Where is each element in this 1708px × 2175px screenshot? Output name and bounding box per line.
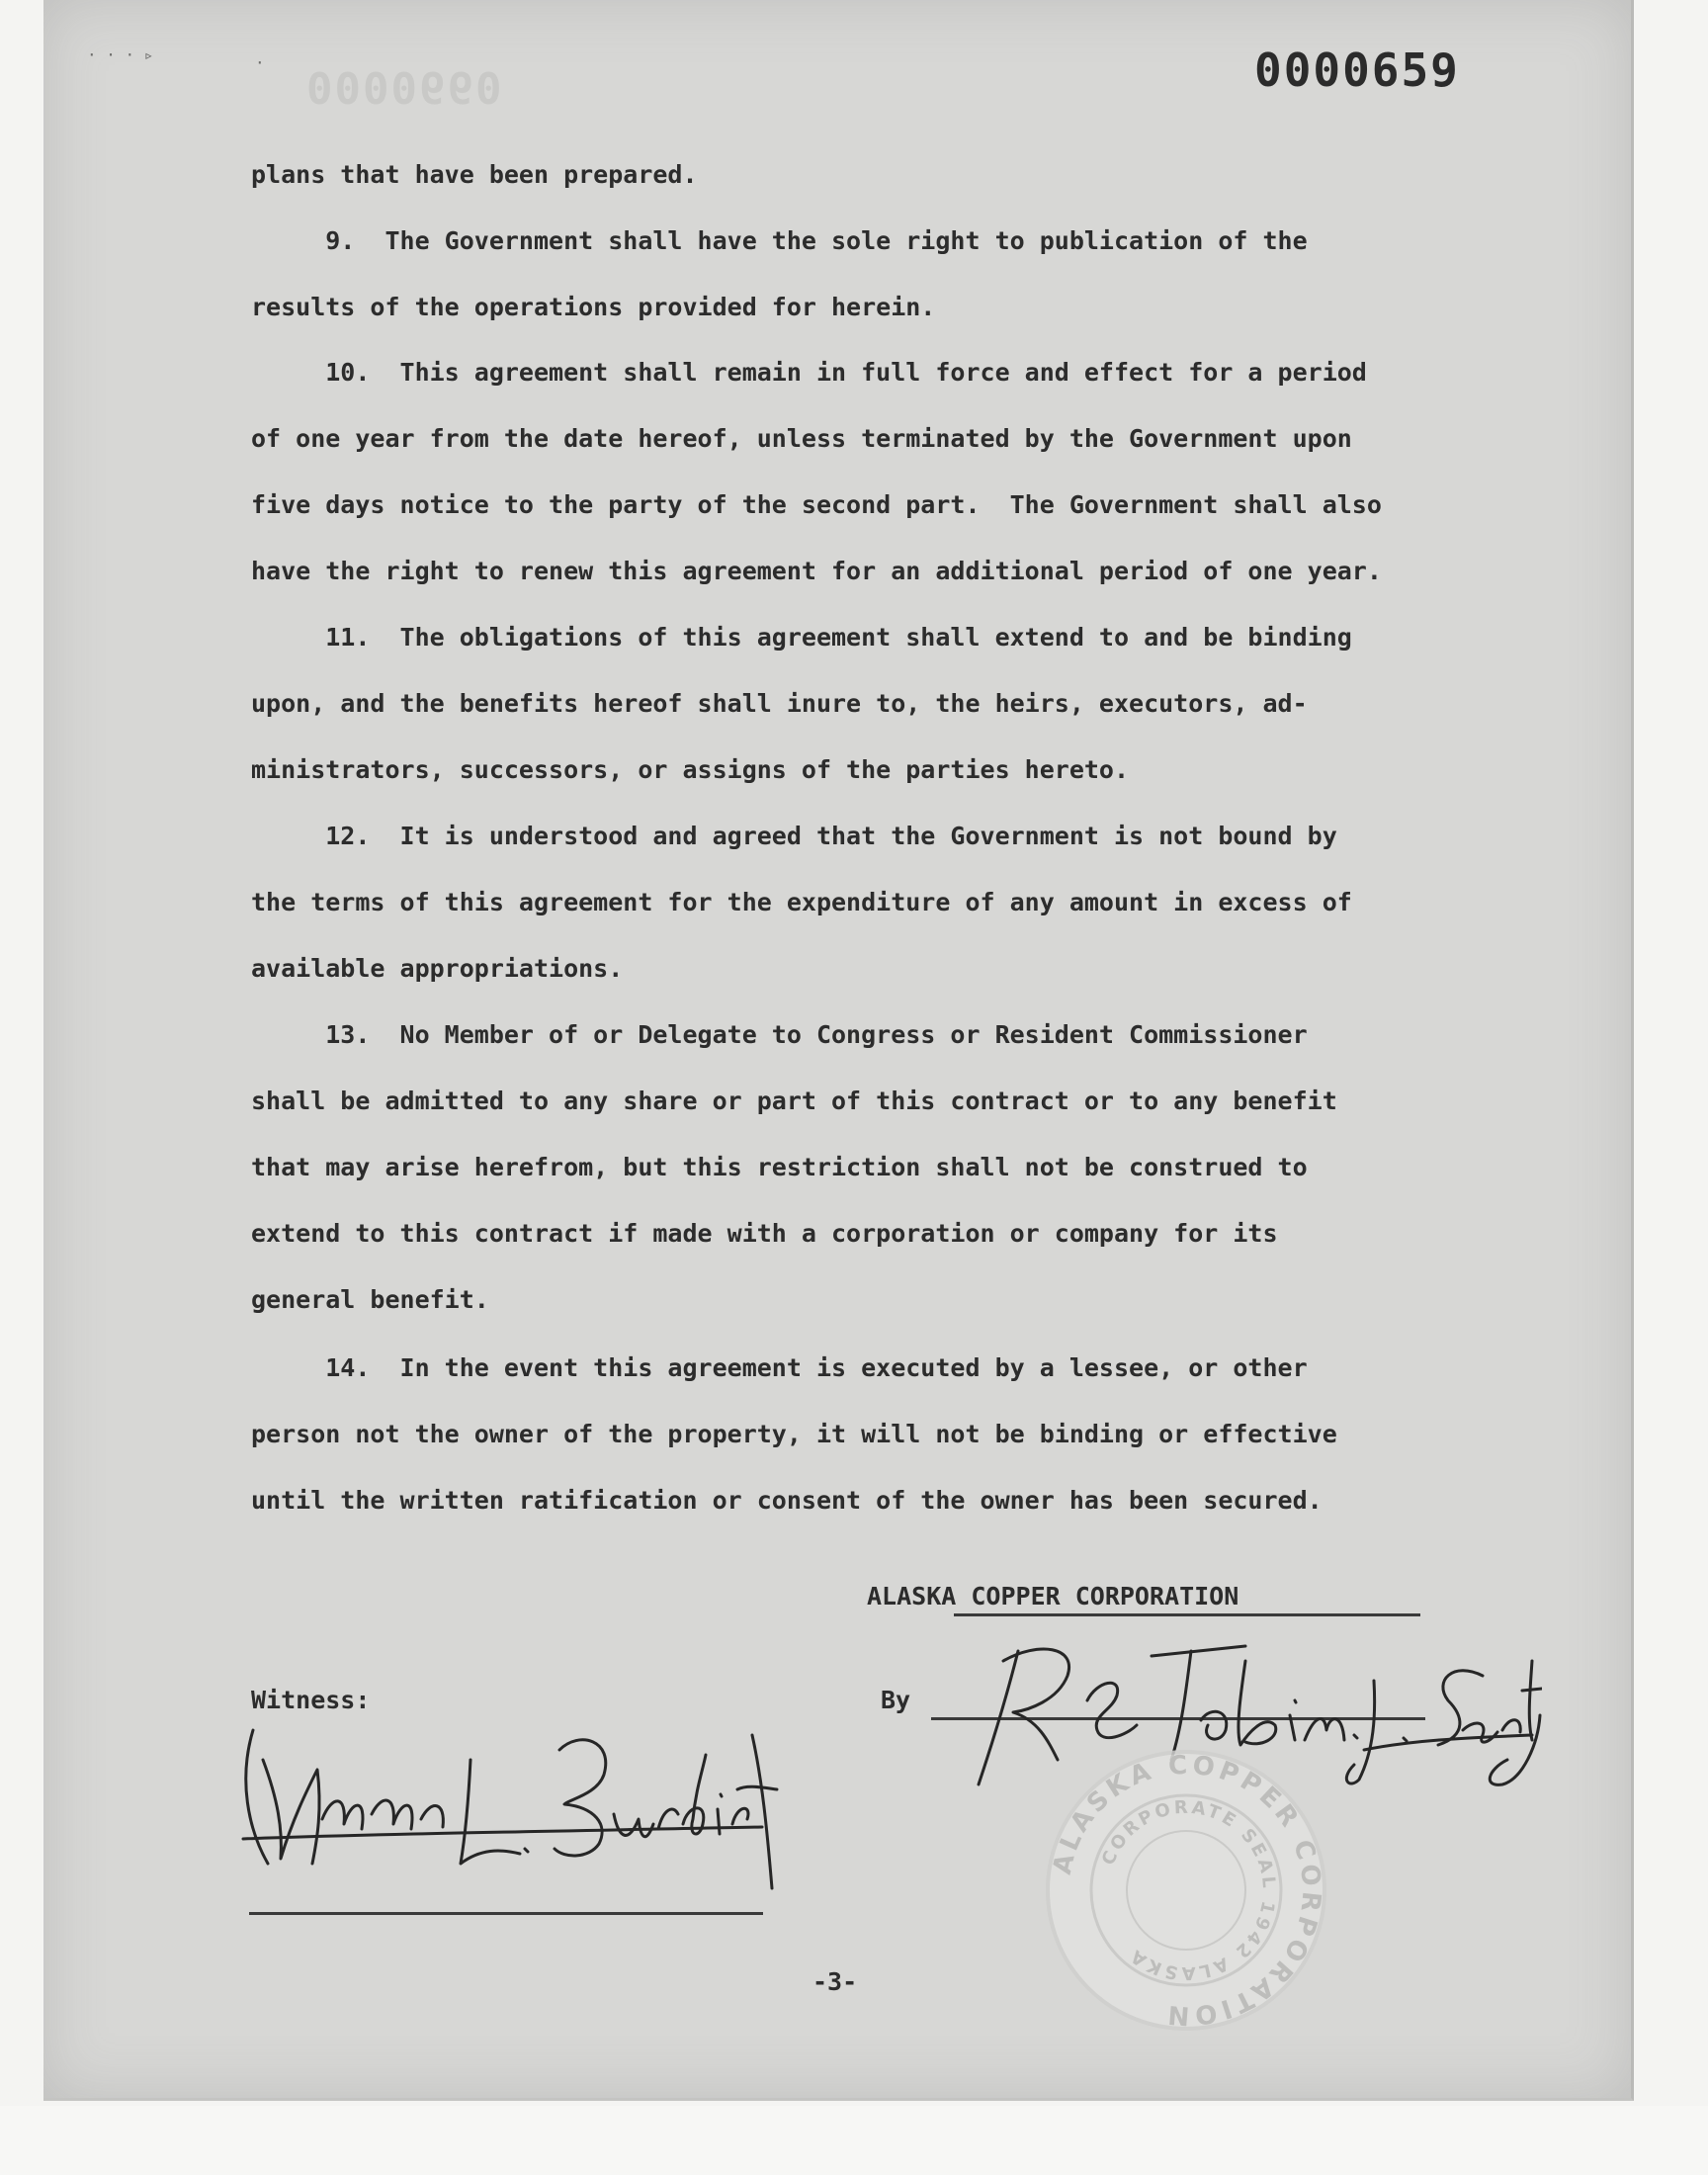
paragraph-13: [251, 1001, 1516, 1333]
scan-smudge: · · · ▹: [87, 45, 154, 64]
scan-margin: [0, 2106, 1708, 2175]
text-line: have the right to renew this agreement for an additional period of one year.: [251, 557, 1382, 585]
text-line: 12. It is understood and agreed that the Government is not bound by: [251, 822, 1337, 850]
paragraph-11: [251, 604, 1516, 803]
witness-label: Witness:: [251, 1686, 371, 1714]
text-line: 11. The obligations of this agreement shall extend to and be binding: [251, 623, 1352, 652]
text-line: 14. In the event this agreement is executed by a lessee, or other: [251, 1353, 1308, 1382]
scan-smudge: ·: [255, 53, 265, 72]
text-line: 10. This agreement shall remain in full force and effect for a period: [251, 358, 1367, 387]
company-underline: [954, 1613, 1420, 1616]
document-stamp-number: 0000659: [1254, 44, 1460, 97]
paragraph-8-tail: [251, 141, 1516, 208]
seal-inner-text: CORPORATE SEAL 1942 ALASKA: [1097, 1796, 1280, 1984]
text-line: upon, and the benefits hereof shall inure to, the heirs, executors, ad-: [251, 689, 1308, 718]
text-line: available appropriations.: [251, 954, 624, 983]
paragraph-14: [251, 1335, 1516, 1533]
company-name: ALASKA COPPER CORPORATION: [867, 1582, 1239, 1610]
text-line: of one year from the date hereof, unless terminated by the Government upon: [251, 424, 1352, 453]
corporate-seal-icon: [1038, 1742, 1334, 2039]
text-line: five days notice to the party of the second part. The Government shall also: [251, 490, 1382, 519]
witness-signature-line: [249, 1912, 763, 1915]
text-line: 9. The Government shall have the sole right to publication of the: [251, 226, 1308, 255]
seal-outer-text: ALASKA COPPER CORPORATION: [1047, 1750, 1326, 2031]
text-line: that may arise herefrom, but this restriction shall not be construed to: [251, 1153, 1308, 1181]
witness-signature: [223, 1700, 787, 1898]
paragraph-12: [251, 803, 1516, 1001]
text-line: until the written ratification or consent of the owner has been secured.: [251, 1486, 1323, 1515]
text-line: ministrators, successors, or assigns of the parties hereto.: [251, 755, 1130, 784]
paragraph-9: [251, 208, 1516, 340]
text-line: 13. No Member of or Delegate to Congress or Resident Commissioner: [251, 1020, 1308, 1049]
page-number: -3-: [812, 1967, 858, 1996]
text-line: person not the owner of the property, it will not be binding or effective: [251, 1420, 1337, 1448]
text-line: the terms of this agreement for the expenditure of any amount in excess of: [251, 888, 1352, 916]
paragraph-10: [251, 339, 1516, 604]
stamp-ghost-number: 0000660: [306, 61, 504, 112]
text-line: results of the operations provided for herein.: [251, 293, 936, 321]
text-line: extend to this contract if made with a corporation or company for its: [251, 1219, 1278, 1248]
by-label: By: [881, 1686, 911, 1714]
text-line: shall be admitted to any share or part of this contract or to any benefit: [251, 1087, 1337, 1115]
text-line: general benefit.: [251, 1285, 489, 1314]
text-line: plans that have been prepared.: [251, 160, 698, 189]
